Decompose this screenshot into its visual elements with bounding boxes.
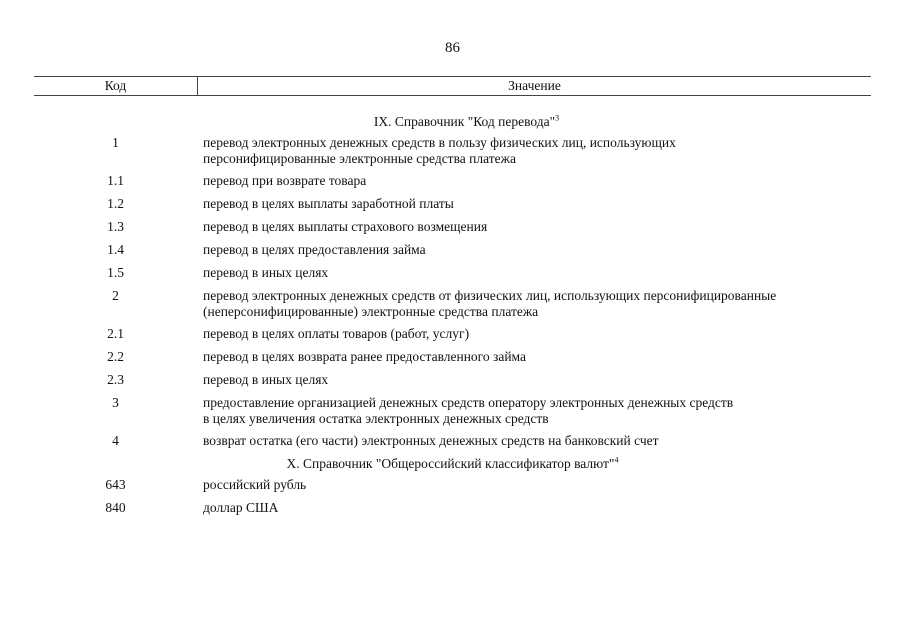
row-value bbox=[197, 242, 871, 258]
row-code: 2.2 bbox=[107, 349, 124, 364]
row-value bbox=[197, 288, 871, 320]
footnote-marker: 4 bbox=[614, 455, 619, 465]
row-code: 1.4 bbox=[107, 242, 124, 257]
table-row bbox=[34, 135, 871, 173]
row-value bbox=[197, 477, 871, 493]
row-value-line: перевод в целях предоставления займа bbox=[203, 242, 426, 257]
row-value bbox=[197, 219, 871, 235]
table-row bbox=[34, 196, 871, 219]
row-value bbox=[197, 196, 871, 212]
table-row bbox=[34, 326, 871, 349]
row-value-line: перевод в целях выплаты заработной платы bbox=[203, 196, 454, 211]
section-title-text: X. Справочник "Общероссийский классификатор валют" bbox=[286, 456, 615, 471]
row-value-line: возврат остатка (его части) электронных денежных средств на банковский счет bbox=[203, 433, 659, 448]
row-value bbox=[197, 349, 871, 365]
row-value-line: перевод в целях оплаты товаров (работ, услуг) bbox=[203, 326, 470, 341]
row-value bbox=[197, 395, 871, 427]
table-row bbox=[34, 242, 871, 265]
row-value bbox=[197, 326, 871, 342]
row-code: 1.1 bbox=[107, 173, 124, 188]
section-title bbox=[34, 114, 871, 135]
row-value-line: персонифицированные электронные средства платежа bbox=[203, 151, 516, 166]
row-value-line: перевод при возврате товара bbox=[203, 173, 367, 188]
row-code: 2.1 bbox=[107, 326, 124, 341]
row-value-line: предоставление организацией денежных средств оператору электронных денежных средств bbox=[203, 395, 734, 410]
row-value bbox=[197, 500, 871, 516]
row-value bbox=[197, 433, 871, 449]
row-code: 840 bbox=[105, 500, 126, 515]
table-header bbox=[34, 76, 871, 96]
row-value-line: перевод в целях возврата ранее предоставленного займа bbox=[203, 349, 527, 364]
table-row bbox=[34, 500, 871, 523]
table-row bbox=[34, 395, 871, 433]
table-row bbox=[34, 219, 871, 242]
table-row bbox=[34, 372, 871, 395]
row-value-line: перевод в иных целях bbox=[203, 265, 329, 280]
row-value-line: перевод в иных целях bbox=[203, 372, 329, 387]
section-title bbox=[34, 456, 871, 477]
table-row bbox=[34, 477, 871, 500]
table-row bbox=[34, 265, 871, 288]
row-value-line: перевод в целях выплаты страхового возмещения bbox=[203, 219, 488, 234]
row-value-line: (неперсонифицированные) электронные средства платежа bbox=[203, 304, 539, 319]
row-code: 1.3 bbox=[107, 219, 124, 234]
table-row bbox=[34, 173, 871, 196]
row-value-line: российский рубль bbox=[203, 477, 307, 492]
table-body bbox=[34, 114, 871, 523]
row-value-line: перевод электронных денежных средств в пользу физических лиц, использующих bbox=[203, 135, 676, 150]
row-code: 1.5 bbox=[107, 265, 124, 280]
row-code: 3 bbox=[112, 395, 119, 410]
row-code: 1 bbox=[112, 135, 119, 150]
row-value bbox=[197, 173, 871, 189]
row-value-line: доллар США bbox=[203, 500, 279, 515]
section-title-text: IX. Справочник "Код перевода" bbox=[373, 114, 556, 129]
row-code: 2.3 bbox=[107, 372, 124, 387]
row-value bbox=[197, 265, 871, 281]
table-row bbox=[34, 349, 871, 372]
row-code: 643 bbox=[105, 477, 126, 492]
row-code: 2 bbox=[112, 288, 119, 303]
row-value bbox=[197, 372, 871, 388]
footnote-marker: 3 bbox=[555, 113, 560, 123]
page-number: 86 bbox=[445, 40, 460, 56]
column-header-value: Значение bbox=[508, 78, 561, 93]
table-row bbox=[34, 288, 871, 326]
table-row bbox=[34, 433, 871, 456]
row-value-line: перевод электронных денежных средств от физических лиц, использующих персонифицированные bbox=[203, 288, 777, 303]
row-code: 1.2 bbox=[107, 196, 124, 211]
column-header-code: Код bbox=[34, 77, 198, 95]
row-code: 4 bbox=[112, 433, 119, 448]
row-value-line: в целях увеличения остатка электронных денежных средств bbox=[203, 411, 549, 426]
row-value bbox=[197, 135, 871, 167]
